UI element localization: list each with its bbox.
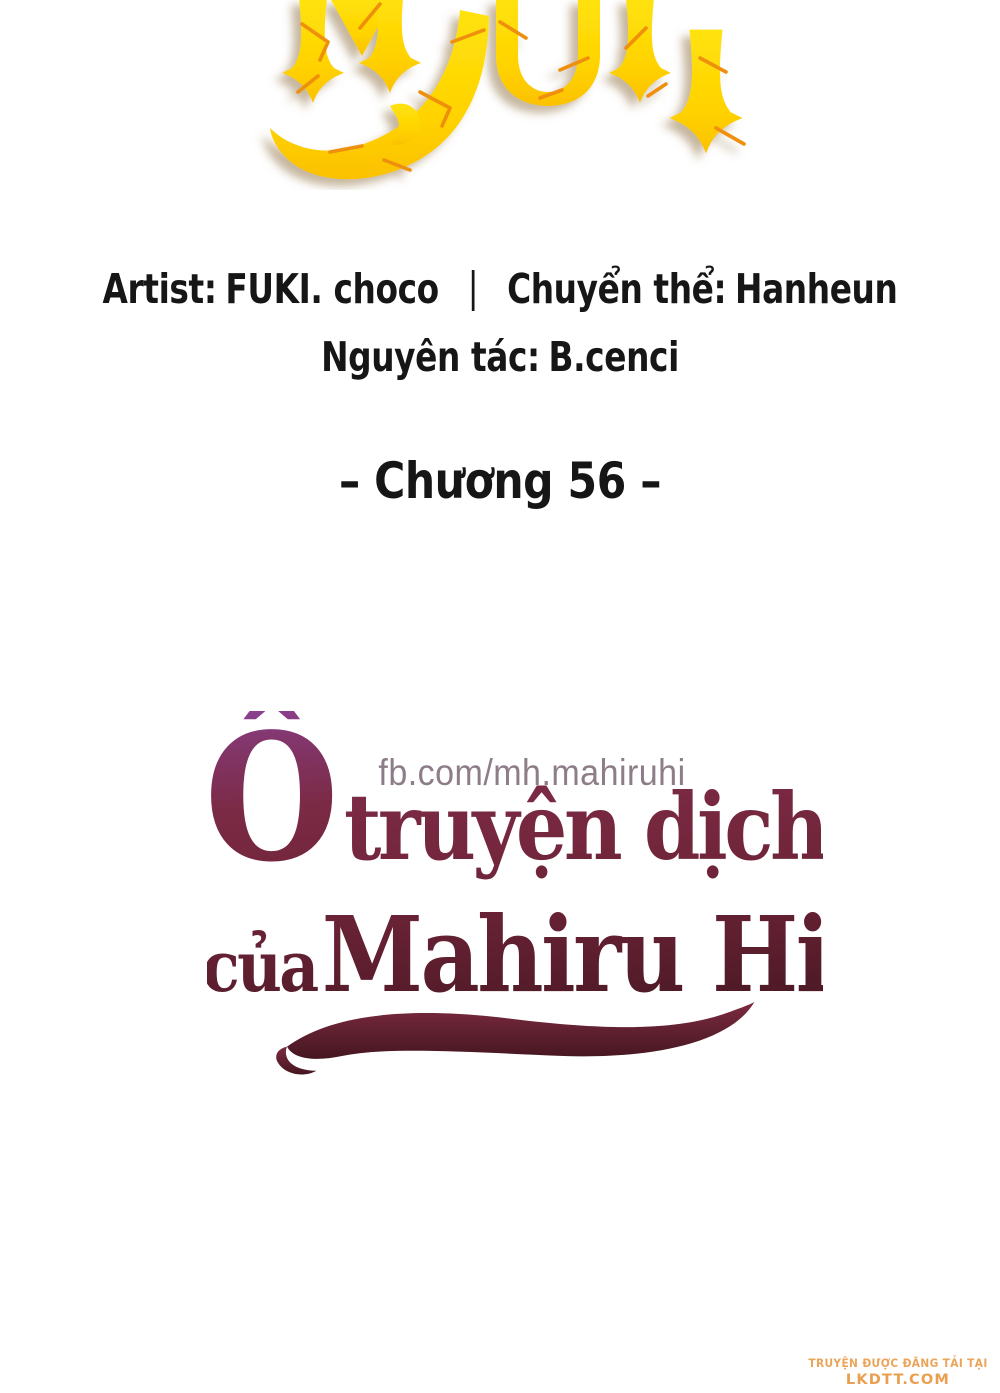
watermark-caption: TRUYỆN ĐƯỢC ĐĂNG TẢI TẠI <box>808 1355 988 1370</box>
translator-logo-line1 <box>204 696 826 901</box>
logo-group-name: Mahiru Hi <box>321 893 828 1016</box>
artist-label: Artist: <box>102 265 217 313</box>
translator-logo-line2 <box>202 893 828 1016</box>
credits-separator: | <box>467 263 479 311</box>
original-author-label: Nguyên tác: <box>321 333 540 381</box>
chapter-title: – Chương 56 – <box>338 452 662 510</box>
credits-line-original-author <box>100 333 900 381</box>
watermark-site-name: LKDTT.COM <box>845 1372 951 1389</box>
logo-line1-text: truyện dịch <box>344 773 826 881</box>
logo-initial-letter: Ổ <box>204 696 336 901</box>
series-title-logo-cropped <box>0 0 1000 190</box>
credits-line-artist-adaptation <box>100 265 900 313</box>
translator-logo-text <box>202 696 828 1016</box>
original-author-name: B.cenci <box>548 333 679 381</box>
logo-line2-lead-text: của <box>202 925 317 1008</box>
site-watermark <box>790 1356 1000 1391</box>
adaptation-name: Hanheun <box>735 265 898 313</box>
artist-name: FUKI. choco <box>225 265 439 313</box>
adaptation-label: Chuyển thể: <box>507 265 727 313</box>
translator-group-logo <box>202 696 828 1080</box>
